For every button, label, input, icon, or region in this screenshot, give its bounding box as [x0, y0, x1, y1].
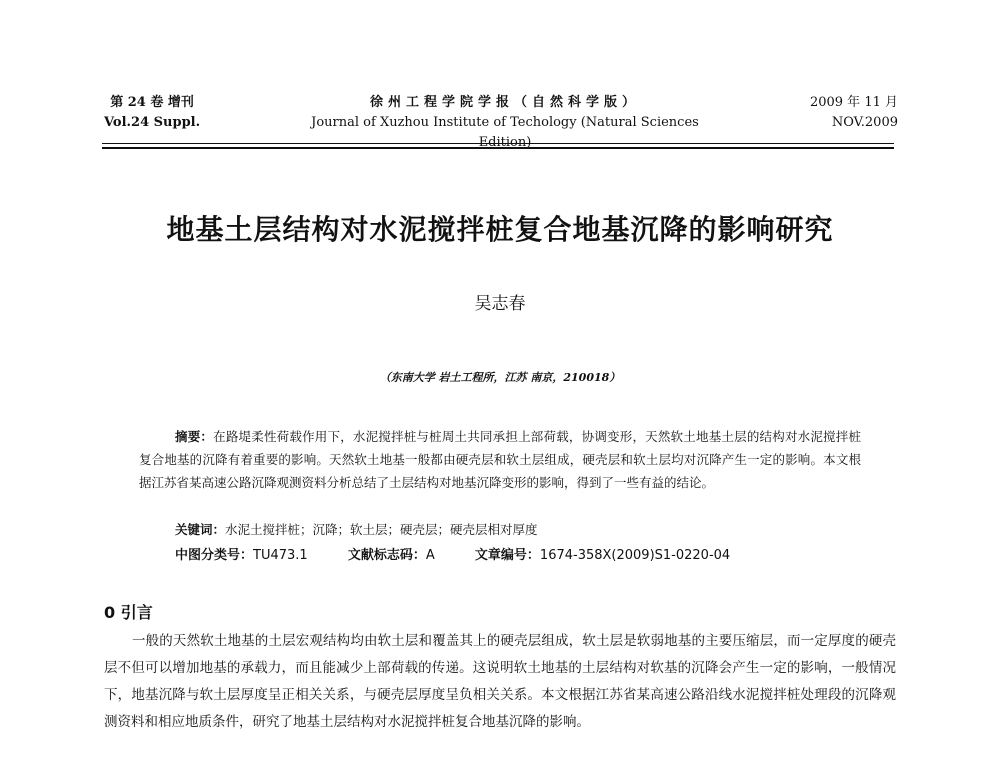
clc-number [175, 548, 308, 563]
section-heading: 0 引言 [104, 603, 153, 622]
author-name: 吴志春 [474, 294, 526, 314]
header-rule-thin [102, 143, 894, 144]
doc-value: A [425, 548, 435, 563]
keywords [175, 520, 538, 540]
journal-name-cn: 徐州工程学院学报（自然科学版） [369, 95, 640, 110]
article-number [475, 548, 730, 563]
doc-label: 文献标志码： [347, 548, 426, 563]
volume-info [104, 93, 200, 133]
volume-en: Vol.24 Suppl. [104, 115, 201, 130]
abstract-label: 摘要： [175, 429, 214, 444]
journal-name [290, 93, 720, 153]
issue-date-en: NOV.2009 [831, 115, 898, 130]
paper-title: 地基土层结构对水泥搅拌桩复合地基沉降的影响研究 [166, 213, 834, 246]
keywords-label: 关键词： [175, 522, 226, 537]
abstract [139, 425, 861, 494]
issue-date [788, 93, 898, 133]
affiliation: （东南大学 岩土工程所，江苏 南京，210018） [379, 371, 621, 384]
journal-name-en: Journal of Xuzhou Institute of Techology (Natural Sciences Edition) [311, 115, 699, 150]
volume-cn: 第 24 卷 增刊 [110, 95, 194, 110]
issue-date-cn: 2009 年 11 月 [809, 95, 898, 110]
abstract-text: 在路堤柔性荷载作用下，水泥搅拌桩与桩周土共同承担上部荷载，协调变形，天然软土地基土层的结构对水泥搅拌桩复合地基的沉降有着重要的影响。天然软土地基一般都由硬壳层和软土层组成，硬壳层和软土层均对沉降产生一定的影响。本文根据江苏省某高速公路沉降观测资料分析总结了土层结构对地基沉降变形的影响，得到了一些有益的结论。 [139, 429, 861, 490]
article-value: 1674-358X(2009)S1-0220-04 [539, 548, 731, 563]
document-code [348, 548, 435, 563]
header-rule-thick [102, 147, 894, 149]
article-label: 文章编号： [474, 548, 540, 563]
body-paragraph: 一般的天然软土地基的土层宏观结构均由软土层和覆盖其上的硬壳层组成，软土层是软弱地基的主要压缩层，而一定厚度的硬壳层不但可以增加地基的承载力，而且能减少上部荷载的传递。这说明软土地基的土层结构对软基的沉降会产生一定的影响，一般情况下，地基沉降与软土层厚度呈正相关关系，与硬壳层厚度呈负相关关系。本文根据江苏省某高速公路沿线水泥搅拌桩处理段的沉降观测资料和相应地质条件，研究了地基土层结构对水泥搅拌桩复合地基沉降的影响。 [104, 633, 896, 730]
clc-label: 中图分类号： [175, 548, 254, 563]
classification-row [175, 546, 766, 566]
clc-value: TU473.1 [253, 548, 308, 563]
keywords-text: 水泥土搅拌桩；沉降；软土层；硬壳层；硬壳层相对厚度 [225, 522, 538, 537]
